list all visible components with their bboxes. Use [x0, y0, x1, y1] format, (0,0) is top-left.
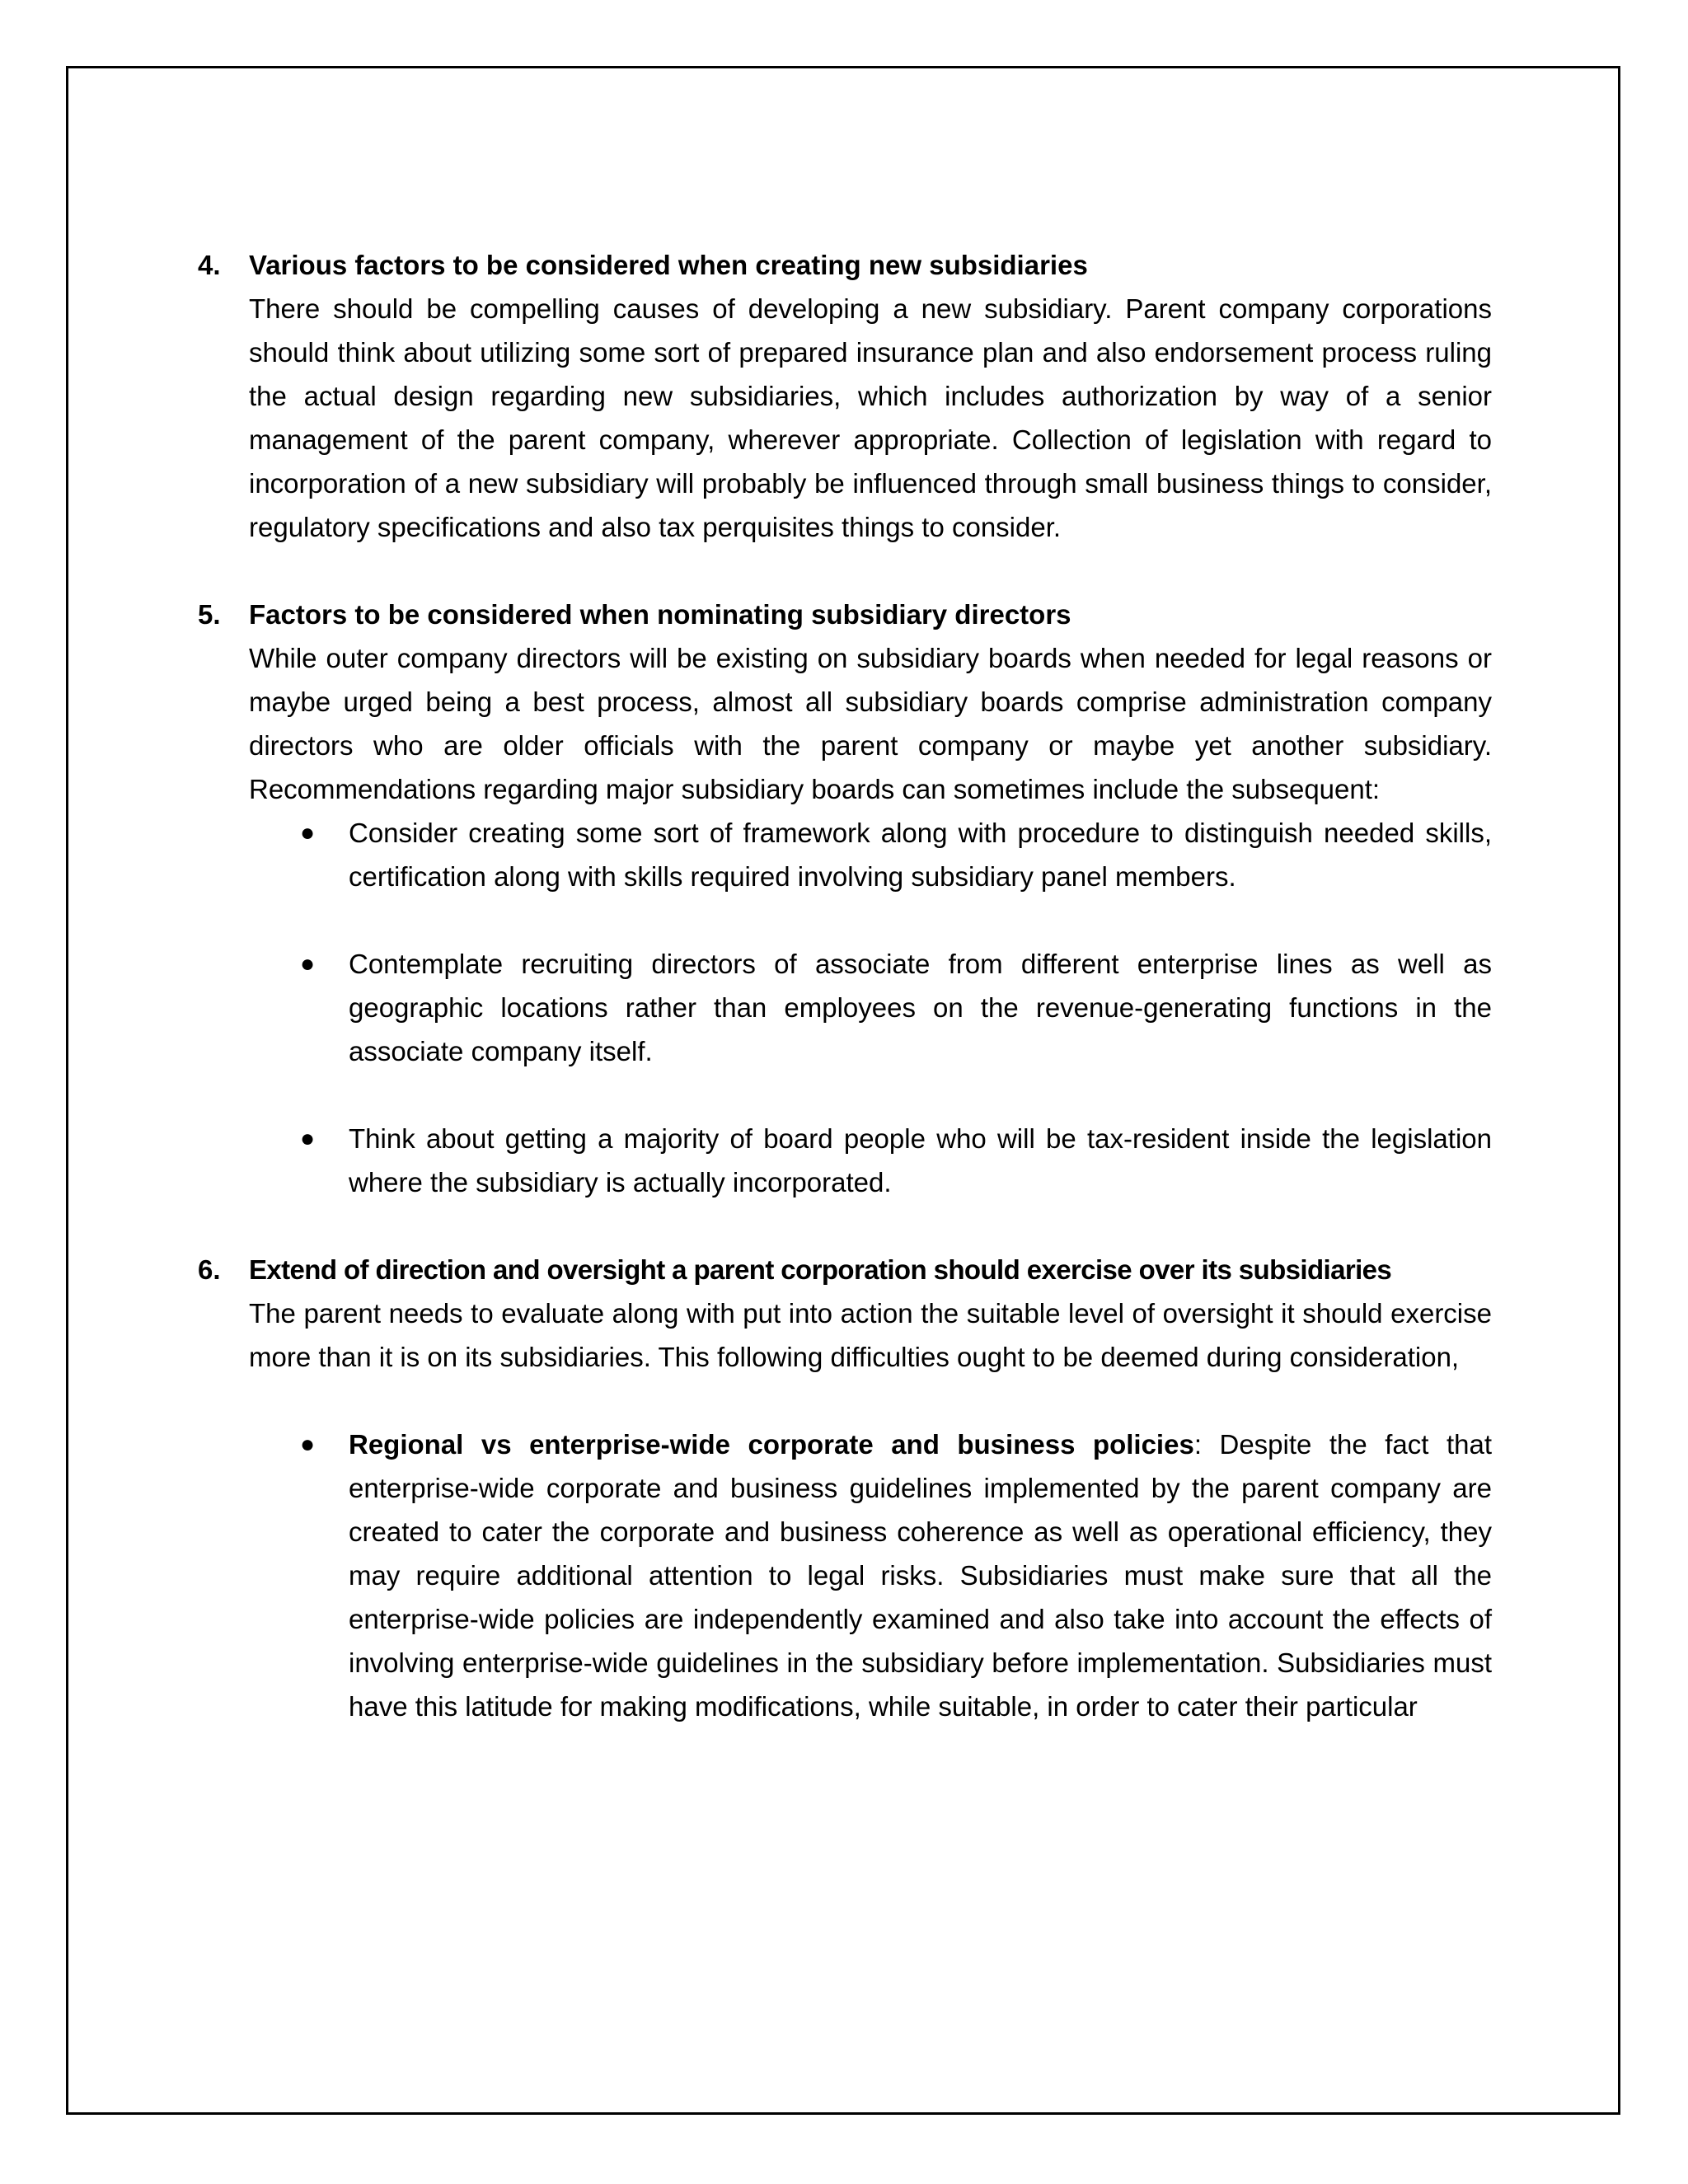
section-heading: Factors to be considered when nominating subsidiary directors [249, 599, 1071, 630]
bullet-list [249, 1422, 1492, 1728]
section-number: 6. [198, 1254, 221, 1285]
bullet-icon: ● [300, 950, 316, 977]
bullet-icon: ● [300, 819, 316, 846]
document-body [198, 243, 1492, 1772]
bullet-text: Consider creating some sort of framework along with procedure to distinguish needed skills, certification along with skills required involving subsidiary panel members. [349, 818, 1492, 892]
section-5 [198, 593, 1492, 1204]
section-paragraph: While outer company directors will be existing on subsidiary boards when needed for legal reasons or maybe urged being a best process, almost all subsidiary boards comprise administration company directors who are older officials with the parent company or maybe yet another subsidiary. Recommendations regarding major subsidiary boards can sometimes include the subsequent: [249, 643, 1492, 804]
bullet-text: : Despite the fact that enterprise-wide corporate and business guidelines implemented by the parent company are created to cater the corporate and business coherence as well as operational efficiency, they may require additional attention to legal risks. Subsidiaries must make sure that all the enterprise-wide policies are independently examined and also take into account the effects of involving enterprise-wide guidelines in the subsidiary before implementation. Subsidiaries must have this latitude for making modifications, while suitable, in order to cater their particular [349, 1429, 1493, 1722]
section-heading: Various factors to be considered when creating new subsidiaries [249, 250, 1088, 280]
section-number: 4. [198, 250, 221, 280]
bullet-icon: ● [300, 1125, 316, 1152]
bullet-text: Think about getting a majority of board people who will be tax-resident inside the legislation where the subsidiary is actually incorporated. [349, 1123, 1492, 1197]
section-heading: Extend of direction and oversight a parent corporation should exercise over its subsidiaries [249, 1254, 1392, 1285]
section-number: 5. [198, 599, 221, 630]
bullet-list [249, 811, 1492, 1204]
list-item [249, 942, 1492, 1073]
bullet-lead: Regional vs enterprise-wide corporate and business policies [349, 1429, 1194, 1460]
list-item [249, 1117, 1492, 1204]
bullet-text: Contemplate recruiting directors of associate from different enterprise lines as well as geographic locations rather than employees on the revenue-generating functions in the associate company itself. [349, 949, 1492, 1066]
list-item [249, 811, 1492, 898]
section-4 [198, 243, 1492, 549]
section-6 [198, 1248, 1492, 1728]
list-item [249, 1422, 1492, 1728]
bullet-icon: ● [300, 1431, 316, 1458]
section-paragraph: The parent needs to evaluate along with put into action the suitable level of oversight it should exercise more than it is on its subsidiaries. This following difficulties ought to be deemed during consideration, [249, 1298, 1492, 1372]
section-paragraph: There should be compelling causes of developing a new subsidiary. Parent company corporations should think about utilizing some sort of prepared insurance plan and also endorsement process ruling the actual design regarding new subsidiaries, which includes authorization by way of a senior management of the parent company, wherever appropriate. Collection of legislation with regard to incorporation of a new subsidiary will probably be influenced through small business things to consider, regulatory specifications and also tax perquisites things to consider. [249, 293, 1492, 542]
